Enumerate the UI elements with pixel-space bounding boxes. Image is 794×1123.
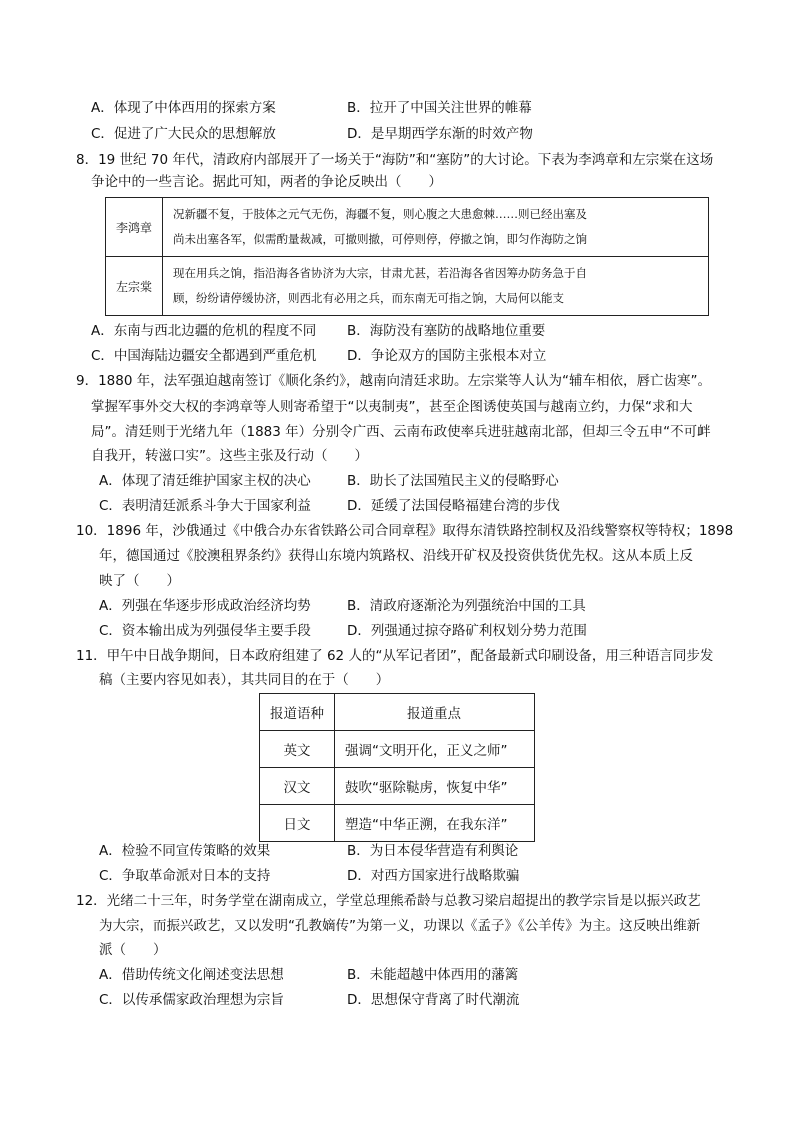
report-focus: 强调“文明开化，正义之师” — [335, 731, 535, 768]
q10-option-b: B．清政府逐渐沦为列强统治中国的工具 — [347, 598, 586, 614]
q12-option-b: B．未能超越中体西用的藩篱 — [347, 967, 519, 983]
q10-stem-line-2: 年，德国通过《胶澳租界条约》获得山东境内筑路权、沿线开矿权及投资供货优先权。这从本质上反 — [99, 548, 693, 564]
q8-option-a: A．东南与西北边疆的危机的程度不同 — [91, 323, 317, 339]
q12-option-d: D．思想保守背离了时代潮流 — [347, 992, 520, 1008]
q7-option-b: B．拉开了中国关注世界的帷幕 — [347, 100, 532, 116]
q9-option-a: A．体现了清廷维护国家主权的决心 — [99, 473, 311, 489]
report-language: 英文 — [260, 731, 335, 768]
table-row — [260, 768, 535, 805]
quote-text — [163, 198, 709, 257]
q9-stem-line-2: 掌握军事外交大权的李鸿章等人则寄希望于“以夷制夷”，甚至企图诱使英国与越南立约，力保“求和大 — [91, 399, 693, 415]
quote-line: 尚未出塞各军，似需酌量裁减，可撤则撤，可停则停，停撤之饷，即匀作海防之饷 — [173, 232, 587, 246]
q9-stem-line-1: 9．1880 年，法军强迫越南签订《顺化条约》，越南向清廷求助。左宗棠等人认为“辅车相依，唇亡齿寒”。 — [76, 373, 711, 389]
q10-stem-line-3: 映了（ ） — [99, 573, 180, 589]
table-header-row — [260, 694, 535, 731]
q9-stem-line-4: 自我开，转滋口实”。这些主张及行动（ ） — [91, 448, 368, 464]
q11-stem-line-2: 稿（主要内容见如表），其共同目的在于（ ） — [99, 672, 390, 688]
q11-report-table — [259, 693, 535, 842]
q7-option-d: D．是早期西学东渐的时效产物 — [347, 126, 533, 142]
speaker-name: 左宗棠 — [106, 257, 163, 316]
q10-stem-line-1: 10．1896 年，沙俄通过《中俄合办东省铁路公司合同章程》取得东清铁路控制权及沿线警察权等特权；1898 — [76, 523, 734, 539]
q12-stem-line-2: 为大宗，而振兴政艺，又以发明“孔教嫡传”为第一义，功课以《孟子》《公羊传》为主。这反映出维新 — [99, 918, 701, 934]
q10-option-d: D．列强通过掠夺路矿利权划分势力范围 — [347, 623, 587, 639]
q9-option-d: D．延缓了法国侵略福建台湾的步伐 — [347, 498, 560, 514]
q11-option-b: B．为日本侵华营造有利舆论 — [347, 843, 519, 859]
q10-option-a: A．列强在华逐步形成政治经济均势 — [99, 598, 311, 614]
q7-option-a: A．体现了中体西用的探索方案 — [91, 100, 276, 116]
q10-option-c: C．资本输出成为列强侵华主要手段 — [99, 623, 311, 639]
quote-line: 现在用兵之饷，指沿海各省协济为大宗，甘肃尤甚，若沿海各省因筹办防务急于自 — [173, 266, 587, 280]
q12-option-a: A．借助传统文化阐述变法思想 — [99, 967, 284, 983]
q8-stem-line-2: 争论中的一些言论。据此可知，两者的争论反映出（ ） — [91, 174, 442, 190]
quote-text — [163, 257, 709, 316]
q9-option-b: B．助长了法国殖民主义的侵略野心 — [347, 473, 559, 489]
q11-option-c: C．争取革命派对日本的支持 — [99, 868, 271, 884]
report-focus: 塑造“中华正溯，在我东洋” — [335, 805, 535, 842]
report-focus: 鼓吹“驱除鞑虏，恢复中华” — [335, 768, 535, 805]
q8-stem-line-1: 8．19 世纪 70 年代，清政府内部展开了一场关于“海防”和“塞防”的大讨论。下表为李鸿章和左宗棠在这场 — [76, 152, 714, 168]
q11-option-a: A．检验不同宣传策略的效果 — [99, 843, 271, 859]
table-header-focus: 报道重点 — [335, 694, 535, 731]
report-language: 汉文 — [260, 768, 335, 805]
table-row — [106, 257, 709, 316]
quote-line: 顾，纷纷请停缓协济，则西北有必用之兵，而东南无可指之饷，大局何以能支 — [173, 291, 564, 305]
table-row — [260, 805, 535, 842]
q11-option-d: D．对西方国家进行战略欺骗 — [347, 868, 520, 884]
table-row — [260, 731, 535, 768]
q8-quote-table — [105, 197, 709, 316]
table-header-language: 报道语种 — [260, 694, 335, 731]
report-language: 日文 — [260, 805, 335, 842]
q12-stem-line-3: 派（ ） — [99, 942, 167, 958]
quote-line: 况新疆不复，于肢体之元气无伤，海疆不复，则心腹之大患愈棘……则已经出塞及 — [173, 207, 587, 221]
q7-option-c: C．促进了广大民众的思想解放 — [91, 126, 276, 142]
q12-option-c: C．以传承儒家政治理想为宗旨 — [99, 992, 284, 1008]
table-row — [106, 198, 709, 257]
q8-option-d: D．争论双方的国防主张根本对立 — [347, 348, 547, 364]
q8-option-b: B．海防没有塞防的战略地位重要 — [347, 323, 546, 339]
speaker-name: 李鸿章 — [106, 198, 163, 257]
q11-stem-line-1: 11．甲午中日战争期间，日本政府组建了 62 人的“从军记者团”，配备最新式印刷设备，用三种语言同步发 — [76, 648, 714, 664]
q12-stem-line-1: 12．光绪二十三年，时务学堂在湖南成立，学堂总理熊希龄与总教习梁启超提出的教学宗旨是以振兴政艺 — [76, 893, 701, 909]
q9-option-c: C．表明清廷派系斗争大于国家利益 — [99, 498, 311, 514]
q8-option-c: C．中国海陆边疆安全都遇到严重危机 — [91, 348, 317, 364]
q9-stem-line-3: 局”。清廷则于光绪九年（1883 年）分别令广西、云南布政使率兵进驻越南北部，但却三令五申“不可衅 — [91, 424, 711, 440]
